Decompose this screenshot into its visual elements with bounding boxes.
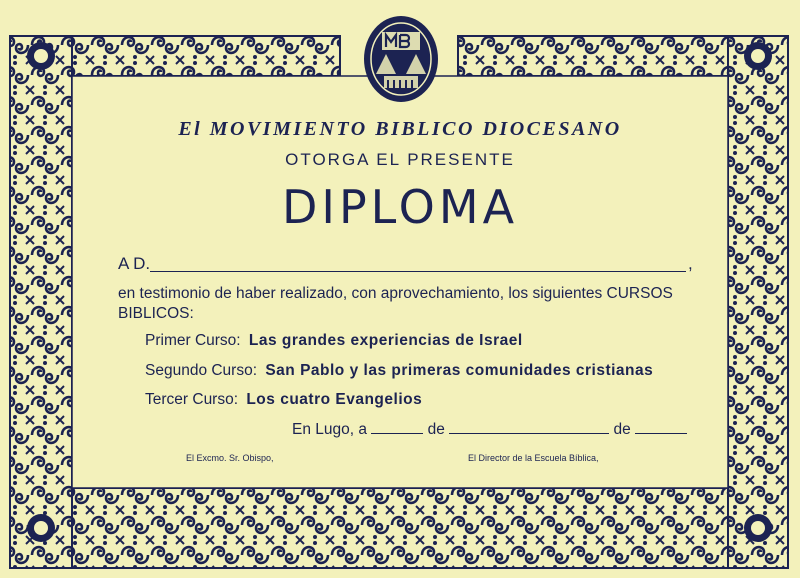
recipient-prefix: A D. [118, 254, 151, 273]
course-value: Los cuatro Evangelios [246, 391, 423, 408]
month-blank [449, 433, 609, 434]
year-blank [635, 433, 687, 434]
diploma-title: DIPLOMA [281, 180, 519, 234]
testimony-text: en testimonio de haber realizado, con aprovechamiento, los siguientes CURSOS BIBLICOS: [118, 285, 673, 322]
course-label: Tercer Curso: [145, 391, 239, 408]
subtitle: OTORGA EL PRESENTE [285, 150, 515, 169]
course-label: Segundo Curso: [145, 362, 258, 379]
course-row-2 [145, 362, 653, 380]
day-blank [371, 433, 423, 434]
course-row-3 [145, 391, 422, 409]
organization-title: El MOVIMIENTO BIBLICO DIOCESANO [178, 118, 622, 140]
date-de-1: de [427, 421, 445, 438]
recipient-name-line [150, 271, 686, 272]
course-row-1 [145, 332, 523, 350]
date-de-2: de [613, 421, 631, 438]
date-place: En Lugo, a [292, 421, 367, 438]
date-line [292, 421, 687, 439]
course-label: Primer Curso: [145, 332, 241, 349]
course-value: Las grandes experiencias de Israel [248, 332, 523, 349]
recipient-suffix: , [688, 254, 693, 273]
mb-lugo-emblem-icon [362, 14, 440, 104]
signature-bishop: El Excmo. Sr. Obispo, [186, 453, 274, 463]
course-value: San Pablo y las primeras comunidades cristianas [265, 362, 654, 379]
signature-director: El Director de la Escuela Bíblica, [468, 453, 599, 463]
